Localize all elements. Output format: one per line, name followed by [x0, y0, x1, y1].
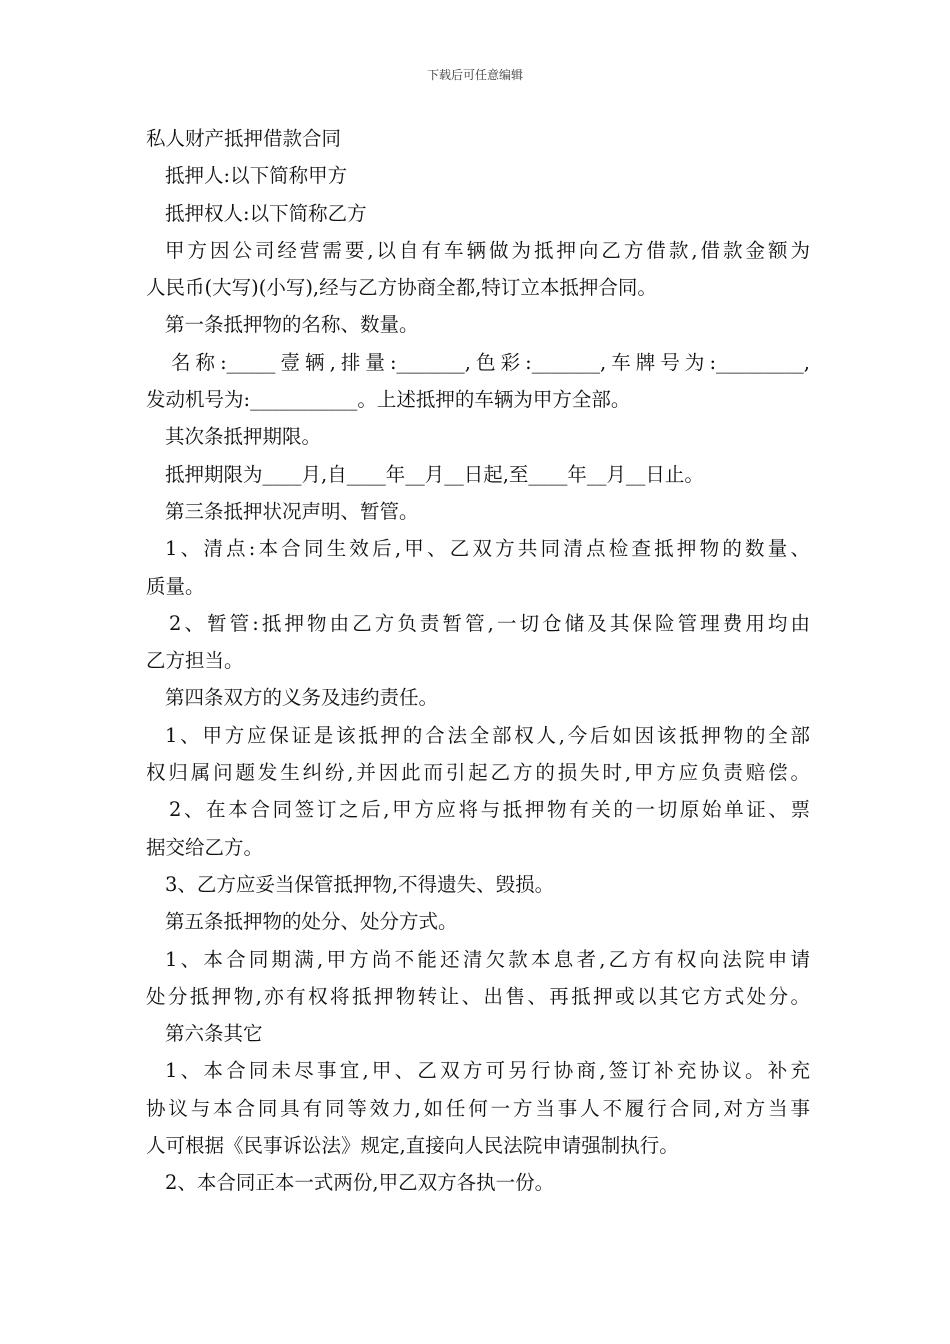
article-heading: 其次条抵押期限。: [165, 425, 322, 449]
article-heading: 第五条抵押物的处分、处分方式。: [165, 910, 458, 934]
paragraph-line: 处分抵押物,亦有权将抵押物转让、出售、再抵押或以其它方式处分。: [146, 984, 810, 1008]
article-heading: 第六条其它: [165, 1022, 263, 1046]
paragraph-line: 据交给乙方。: [146, 835, 264, 859]
document-body: [146, 120, 810, 1202]
paragraph-line: 权归属问题发生纠纷,并因此而引起乙方的损失时,甲方应负责赔偿。: [146, 761, 810, 785]
document-title: 私人财产抵押借款合同: [146, 127, 342, 150]
paragraph-line: 发动机号为:___________。上述抵押的车辆为甲方全部。: [146, 388, 631, 412]
paragraph-line: 协议与本合同具有同等效力,如任何一方当事人不履行合同,对方当事: [146, 1096, 810, 1120]
paragraph-line: 人民币(大写)(小写),经与乙方协商全都,特订立本抵押合同。: [146, 276, 657, 300]
paragraph-line: 1、清点:本合同生效后,甲、乙双方共同清点检查抵押物的数量、: [165, 537, 810, 561]
page-header-note: 下载后可任意编辑: [426, 68, 523, 82]
paragraph-line: 1、本合同未尽事宜,甲、乙双方可另行协商,签订补充协议。补充: [165, 1059, 810, 1083]
paragraph-line: 1、甲方应保证是该抵押的合法全部权人,今后如因该抵押物的全部: [165, 723, 810, 747]
paragraph-line: 抵押期限为____月,自____年__月__日起,至____年__月__日止。: [165, 462, 704, 486]
paragraph-line: 3、乙方应妥当保管抵押物,不得遗失、毁损。: [165, 872, 555, 896]
paragraph-line: 1、本合同期满,甲方尚不能还清欠款本息者,乙方有权向法院申请: [165, 947, 810, 971]
paragraph-line: 2、暂管:抵押物由乙方负责暂管,一切仓储及其保险管理费用均由: [169, 611, 810, 635]
party-b-line: 抵押权人:以下简称乙方: [165, 201, 367, 225]
party-a-line: 抵押人:以下简称甲方: [165, 164, 348, 188]
paragraph-line: 质量。: [146, 574, 205, 598]
paragraph-line: 乙方担当。: [146, 649, 244, 673]
paragraph-line: 人可根据《民事诉讼法》规定,直接向人民法院申请强制执行。: [146, 1134, 679, 1158]
paragraph-line: 2、本合同正本一式两份,甲乙双方各执一份。: [165, 1171, 555, 1195]
article-heading: 第四条双方的义务及违约责任。: [165, 686, 439, 710]
paragraph-line: 名称:_____壹辆,排量:_______,色彩:_______,车牌号为:_________,: [171, 350, 810, 374]
paragraph-line: 2、在本合同签订之后,甲方应将与抵押物有关的一切原始单证、票: [169, 798, 810, 822]
article-heading: 第一条抵押物的名称、数量。: [165, 313, 419, 337]
article-heading: 第三条抵押状况声明、暂管。: [165, 499, 419, 523]
paragraph-line: 甲方因公司经营需要,以自有车辆做为抵押向乙方借款,借款金额为: [165, 238, 810, 262]
